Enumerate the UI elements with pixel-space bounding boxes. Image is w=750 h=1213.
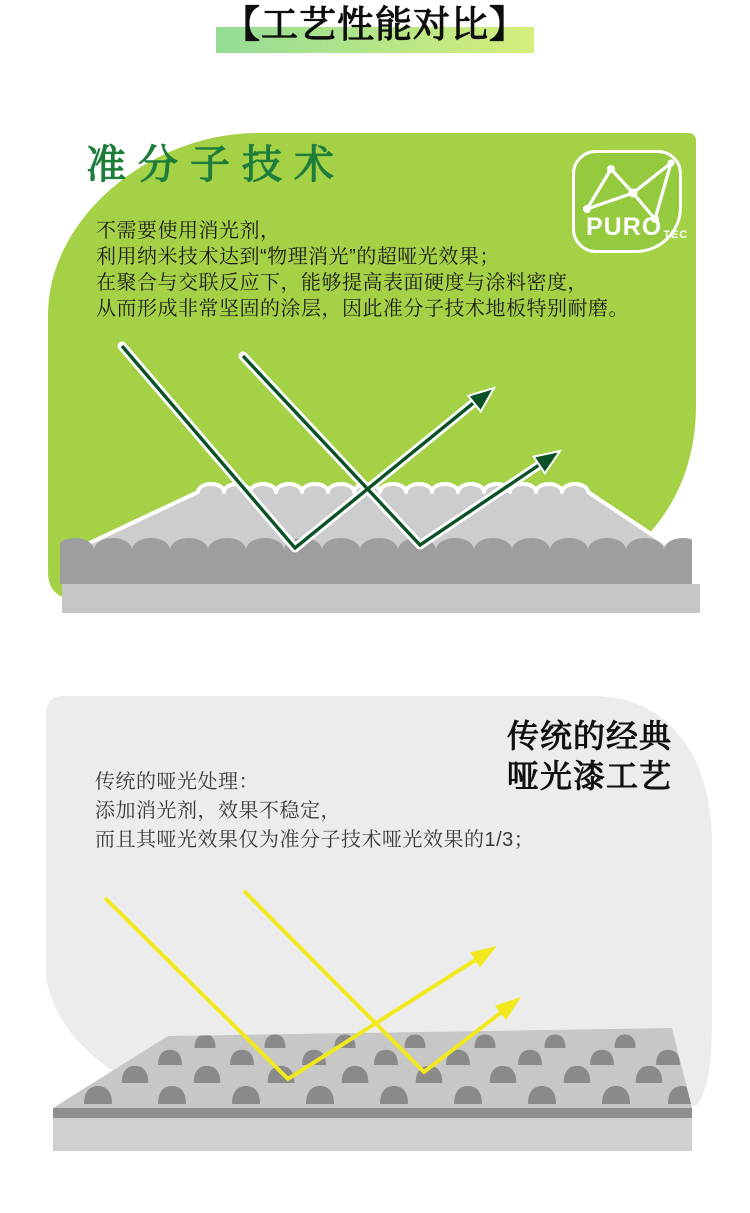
traditional-section <box>0 690 750 1213</box>
logo-brand: PURO <box>586 213 663 241</box>
traditional-line-3: 而且其哑光效果仅为准分子技术哑光效果的1/3； <box>95 829 535 851</box>
traditional-line-2: 添加消光剂，效果不稳定， <box>95 800 341 822</box>
excimer-line-3: 在聚合与交联反应下，能够提高表面硬度与涂料密度， <box>96 272 588 294</box>
excimer-line-2: 利用纳米技术达到“物理消光”的超哑光效果； <box>96 246 500 268</box>
traditional-description <box>95 768 534 855</box>
excimer-heading: 准分子技术 <box>86 143 346 187</box>
page-title-text: 【工艺性能对比】 <box>223 4 527 45</box>
traditional-heading-line-2: 哑光漆工艺 <box>506 758 672 794</box>
page-title <box>0 3 750 47</box>
traditional-line-1: 传统的哑光处理： <box>95 771 259 793</box>
excimer-line-1: 不需要使用消光剂， <box>96 220 281 242</box>
puro-tec-logo <box>572 150 689 253</box>
traditional-heading-line-1: 传统的经典 <box>506 718 672 754</box>
excimer-description <box>96 218 629 322</box>
logo-wordmark <box>586 214 687 245</box>
excimer-line-4: 从而形成非常坚固的涂层，因此准分子技术地板特别耐磨。 <box>96 298 629 320</box>
excimer-section <box>0 100 750 620</box>
page-title-inner <box>223 3 527 47</box>
logo-sub: TEC <box>663 229 689 241</box>
